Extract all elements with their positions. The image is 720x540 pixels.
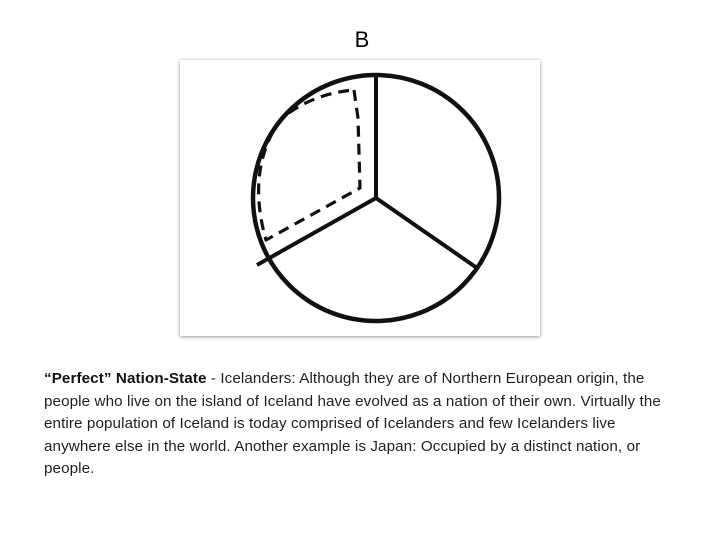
caption-lead: “Perfect” Nation-State <box>44 370 207 387</box>
divider-line-right <box>376 198 477 268</box>
diagram-frame <box>180 60 540 336</box>
caption-body: - Icelanders: Although they are of Northern European origin, the people who live on the island of Iceland have evolved as a nation of their own. Virtually the entire population of Iceland is today comprised of Icelanders and few Icelanders live anywhere else in the world. Another example is Japan: Occupied by a distinct nation, or people. <box>44 370 661 477</box>
nation-state-diagram <box>180 60 540 336</box>
divider-line-left <box>257 198 376 265</box>
caption-text <box>44 368 684 481</box>
slide-label: B <box>354 27 370 52</box>
